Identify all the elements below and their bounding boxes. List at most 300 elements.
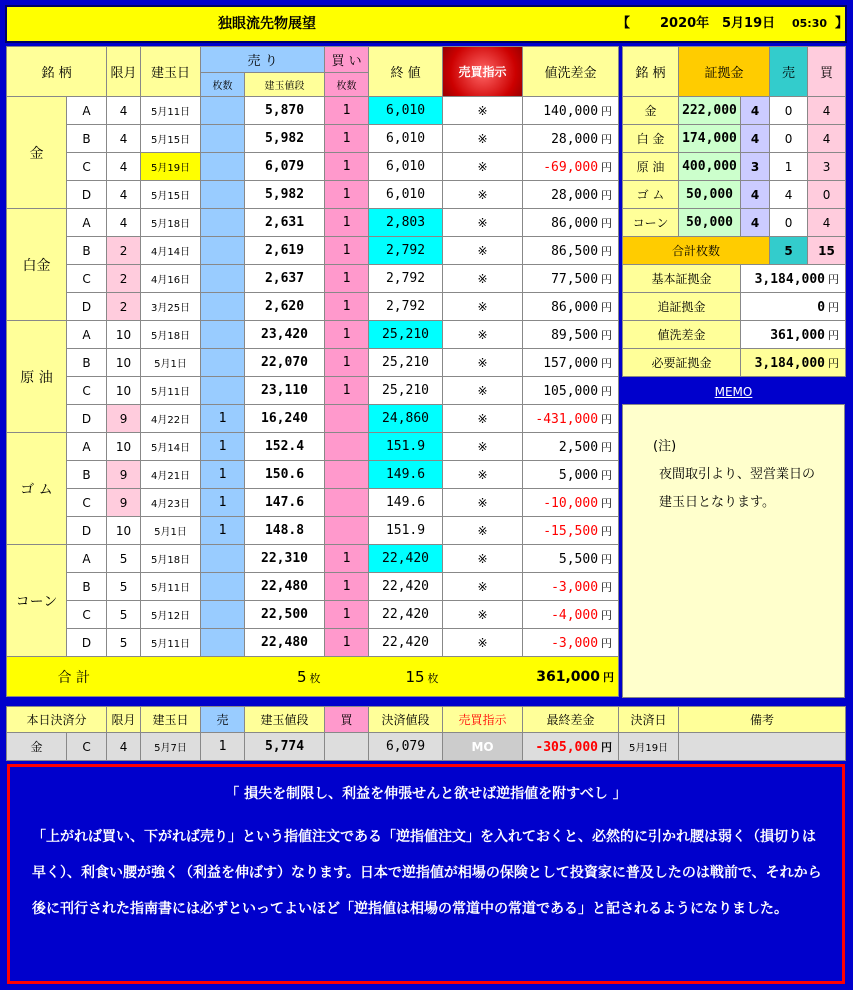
close-price: 2,792 xyxy=(369,265,443,293)
margin-name: 金 xyxy=(623,97,679,125)
diff-cell: 86,000 円 xyxy=(523,293,619,321)
diff-cell: 2,500 円 xyxy=(523,433,619,461)
buy-qty: 1 xyxy=(325,629,369,657)
side-col-margin: 証拠金 xyxy=(679,47,770,97)
contract-code: D xyxy=(67,181,107,209)
position-row xyxy=(7,405,619,433)
position-row xyxy=(7,573,619,601)
settle-col-date: 建玉日 xyxy=(141,707,201,733)
margin-value: 50,000 xyxy=(679,181,741,209)
bracket-close: 】 xyxy=(835,16,849,31)
sell-qty: 1 xyxy=(201,517,245,545)
diff-cell: -69,000 円 xyxy=(523,153,619,181)
signal-cell: ※ xyxy=(443,265,523,293)
diff-cell: -15,500 円 xyxy=(523,517,619,545)
contract-limit: 5 xyxy=(107,573,141,601)
contract-limit: 2 xyxy=(107,293,141,321)
diff-cell: -4,000 円 xyxy=(523,601,619,629)
sell-qty: 1 xyxy=(201,461,245,489)
close-price: 149.6 xyxy=(369,489,443,517)
margin-buy: 4 xyxy=(808,125,846,153)
count-label: 合計枚数 xyxy=(623,237,770,265)
settle-date: 5月7日 xyxy=(141,733,201,761)
summary-value: 3,184,000 円 xyxy=(741,349,846,377)
open-price: 22,480 xyxy=(245,573,325,601)
contract-code: A xyxy=(67,433,107,461)
sell-qty: 1 xyxy=(201,405,245,433)
header-date xyxy=(617,7,847,41)
margin-row xyxy=(623,209,846,237)
open-price: 2,637 xyxy=(245,265,325,293)
margin-sell: 0 xyxy=(770,125,808,153)
contract-code: C xyxy=(67,377,107,405)
sell-qty xyxy=(201,629,245,657)
settle-name: 金 xyxy=(7,733,67,761)
sell-qty xyxy=(201,153,245,181)
summary-value: 3,184,000 円 xyxy=(741,265,846,293)
signal-cell: ※ xyxy=(443,433,523,461)
open-price: 147.6 xyxy=(245,489,325,517)
summary-row xyxy=(623,293,846,321)
col-buy: 買 い xyxy=(325,47,369,73)
position-row xyxy=(7,97,619,125)
margin-value: 400,000 xyxy=(679,153,741,181)
buy-qty: 1 xyxy=(325,265,369,293)
close-price: 25,210 xyxy=(369,321,443,349)
buy-qty: 1 xyxy=(325,181,369,209)
margin-value: 222,000 xyxy=(679,97,741,125)
sell-qty xyxy=(201,209,245,237)
total-label: 合 計 xyxy=(7,657,141,697)
header-day: 5月19日 xyxy=(722,16,776,31)
margin-buy: 3 xyxy=(808,153,846,181)
settle-col-buy: 買 xyxy=(325,707,369,733)
position-row xyxy=(7,181,619,209)
sell-qty xyxy=(201,125,245,153)
open-price: 150.6 xyxy=(245,461,325,489)
diff-cell: -3,000 円 xyxy=(523,573,619,601)
contract-code: A xyxy=(67,545,107,573)
open-date: 5月11日 xyxy=(141,629,201,657)
group-name: 白金 xyxy=(7,209,67,321)
group-name: ゴ ム xyxy=(7,433,67,545)
open-price: 6,079 xyxy=(245,153,325,181)
buy-qty: 1 xyxy=(325,545,369,573)
sell-qty xyxy=(201,97,245,125)
contract-code: B xyxy=(67,573,107,601)
margin-row xyxy=(623,97,846,125)
sell-qty xyxy=(201,573,245,601)
close-price: 22,420 xyxy=(369,601,443,629)
open-price: 5,870 xyxy=(245,97,325,125)
close-price: 2,792 xyxy=(369,237,443,265)
settle-row xyxy=(7,733,846,761)
margin-row xyxy=(623,125,846,153)
buy-qty: 1 xyxy=(325,377,369,405)
contract-code: C xyxy=(67,489,107,517)
open-date: 3月25日 xyxy=(141,293,201,321)
diff-cell: 86,500 円 xyxy=(523,237,619,265)
signal-cell: ※ xyxy=(443,461,523,489)
open-price: 22,480 xyxy=(245,629,325,657)
buy-qty xyxy=(325,517,369,545)
contract-limit: 9 xyxy=(107,461,141,489)
contract-limit: 5 xyxy=(107,629,141,657)
open-date: 5月12日 xyxy=(141,601,201,629)
col-sell-qty: 枚数 xyxy=(201,73,245,97)
col-date: 建玉日 xyxy=(141,47,201,97)
close-price: 151.9 xyxy=(369,517,443,545)
open-date: 5月11日 xyxy=(141,97,201,125)
open-date: 5月15日 xyxy=(141,125,201,153)
signal-cell: ※ xyxy=(443,517,523,545)
signal-cell: ※ xyxy=(443,573,523,601)
position-row xyxy=(7,377,619,405)
close-price: 149.6 xyxy=(369,461,443,489)
contract-limit: 4 xyxy=(107,125,141,153)
sell-qty: 1 xyxy=(201,489,245,517)
signal-cell: ※ xyxy=(443,321,523,349)
proverb-body: 「上がれば買い、下がれば売り」という指値注文である「逆指値注文」を入れておくと、必然的に引かれ腰は弱く（損切りは早く）、利食い腰が強く（利益を伸ばす）なります。日本で逆指値が相場の保険として投資家に普及したのは戦前で、それから後に刊行された指南書には必ずといってよいほど「逆指値は相場の常道中の常道である」と記されるようになりました。 xyxy=(32,829,822,917)
group-name: コーン xyxy=(7,545,67,657)
contract-code: B xyxy=(67,125,107,153)
settle-code: C xyxy=(67,733,107,761)
count-sell: 5 xyxy=(770,237,808,265)
diff-cell: -431,000 円 xyxy=(523,405,619,433)
col-buy-qty: 枚数 xyxy=(325,73,369,97)
settle-col-signal: 売買指示 xyxy=(443,707,523,733)
page-title: 独眼流先物展望 xyxy=(218,16,316,32)
signal-cell: ※ xyxy=(443,349,523,377)
summary-label: 追証拠金 xyxy=(623,293,741,321)
signal-cell: ※ xyxy=(443,377,523,405)
close-price: 22,420 xyxy=(369,629,443,657)
settle-signal: MO xyxy=(443,733,523,761)
margin-name: 白 金 xyxy=(623,125,679,153)
margin-count: 4 xyxy=(741,209,770,237)
open-price: 23,420 xyxy=(245,321,325,349)
position-row xyxy=(7,433,619,461)
col-close: 終 値 xyxy=(369,47,443,97)
open-date: 4月22日 xyxy=(141,405,201,433)
margin-name: ゴ ム xyxy=(623,181,679,209)
margin-buy: 4 xyxy=(808,209,846,237)
open-price: 5,982 xyxy=(245,125,325,153)
diff-cell: 86,000 円 xyxy=(523,209,619,237)
summary-label: 必要証拠金 xyxy=(623,349,741,377)
contract-limit: 4 xyxy=(107,209,141,237)
margin-count: 4 xyxy=(741,97,770,125)
contract-code: D xyxy=(67,405,107,433)
open-date: 4月21日 xyxy=(141,461,201,489)
settle-settle-price: 6,079 xyxy=(369,733,443,761)
signal-cell: ※ xyxy=(443,125,523,153)
open-date: 5月11日 xyxy=(141,573,201,601)
open-price: 5,982 xyxy=(245,181,325,209)
open-price: 23,110 xyxy=(245,377,325,405)
diff-cell: 5,500 円 xyxy=(523,545,619,573)
margin-name: 原 油 xyxy=(623,153,679,181)
col-price: 建玉値段 xyxy=(245,73,325,97)
open-price: 2,619 xyxy=(245,237,325,265)
close-price: 25,210 xyxy=(369,377,443,405)
settle-limit: 4 xyxy=(107,733,141,761)
open-price: 16,240 xyxy=(245,405,325,433)
total-row xyxy=(7,657,619,697)
diff-cell: 157,000 円 xyxy=(523,349,619,377)
buy-qty: 1 xyxy=(325,97,369,125)
open-date: 5月1日 xyxy=(141,349,201,377)
contract-code: A xyxy=(67,97,107,125)
sell-qty xyxy=(201,237,245,265)
diff-cell: 89,500 円 xyxy=(523,321,619,349)
contract-limit: 10 xyxy=(107,433,141,461)
contract-code: A xyxy=(67,209,107,237)
total-sell: 5 枚 xyxy=(141,657,325,697)
summary-row xyxy=(623,265,846,293)
group-name: 原 油 xyxy=(7,321,67,433)
open-date: 5月18日 xyxy=(141,209,201,237)
side-col-buy: 買 xyxy=(808,47,846,97)
close-price: 6,010 xyxy=(369,181,443,209)
open-date: 5月11日 xyxy=(141,377,201,405)
settle-col-price: 建玉値段 xyxy=(245,707,325,733)
contract-limit: 2 xyxy=(107,237,141,265)
buy-qty: 1 xyxy=(325,125,369,153)
buy-qty: 1 xyxy=(325,237,369,265)
signal-cell: ※ xyxy=(443,405,523,433)
contract-limit: 4 xyxy=(107,153,141,181)
sell-qty xyxy=(201,265,245,293)
contract-code: D xyxy=(67,293,107,321)
buy-qty: 1 xyxy=(325,321,369,349)
buy-qty xyxy=(325,433,369,461)
diff-cell: -10,000 円 xyxy=(523,489,619,517)
header-time: 05:30 xyxy=(792,17,828,30)
margin-row xyxy=(623,153,846,181)
diff-cell: 105,000 円 xyxy=(523,377,619,405)
position-row xyxy=(7,237,619,265)
col-limit: 限月 xyxy=(107,47,141,97)
margin-buy: 4 xyxy=(808,97,846,125)
col-name: 銘 柄 xyxy=(7,47,107,97)
position-row xyxy=(7,321,619,349)
contract-limit: 10 xyxy=(107,377,141,405)
settle-col-name: 本日決済分 xyxy=(7,707,107,733)
diff-cell: 28,000 円 xyxy=(523,125,619,153)
open-price: 148.8 xyxy=(245,517,325,545)
close-price: 151.9 xyxy=(369,433,443,461)
settle-col-final: 最終差金 xyxy=(523,707,619,733)
margin-sell: 0 xyxy=(770,209,808,237)
signal-cell: ※ xyxy=(443,209,523,237)
settle-final: -305,000 円 xyxy=(523,733,619,761)
position-row xyxy=(7,629,619,657)
open-date: 4月16日 xyxy=(141,265,201,293)
sell-qty xyxy=(201,377,245,405)
position-row xyxy=(7,209,619,237)
header-year: 2020年 xyxy=(660,16,710,31)
side-col-sell: 売 xyxy=(770,47,808,97)
margin-count: 4 xyxy=(741,125,770,153)
diff-cell: 28,000 円 xyxy=(523,181,619,209)
contract-code: B xyxy=(67,461,107,489)
sell-qty xyxy=(201,293,245,321)
settle-date2: 5月19日 xyxy=(619,733,679,761)
position-row xyxy=(7,153,619,181)
memo-link[interactable]: MEMO xyxy=(622,382,845,402)
position-row xyxy=(7,545,619,573)
col-sell: 売 り xyxy=(201,47,325,73)
side-col-name: 銘 柄 xyxy=(623,47,679,97)
buy-qty xyxy=(325,489,369,517)
sell-qty xyxy=(201,545,245,573)
signal-cell: ※ xyxy=(443,237,523,265)
close-price: 2,803 xyxy=(369,209,443,237)
diff-cell: 77,500 円 xyxy=(523,265,619,293)
memo-line-1: (注) xyxy=(653,439,677,454)
margin-value: 50,000 xyxy=(679,209,741,237)
contract-limit: 4 xyxy=(107,97,141,125)
contract-code: D xyxy=(67,517,107,545)
buy-qty: 1 xyxy=(325,153,369,181)
total-diff: 361,000 円 xyxy=(443,657,619,697)
close-price: 22,420 xyxy=(369,545,443,573)
open-date: 4月23日 xyxy=(141,489,201,517)
open-date: 5月1日 xyxy=(141,517,201,545)
contract-limit: 10 xyxy=(107,321,141,349)
group-name: 金 xyxy=(7,97,67,209)
sell-qty xyxy=(201,601,245,629)
open-price: 2,631 xyxy=(245,209,325,237)
col-diff: 値洗差金 xyxy=(523,47,619,97)
signal-cell: ※ xyxy=(443,489,523,517)
summary-label: 基本証拠金 xyxy=(623,265,741,293)
summary-value: 0 円 xyxy=(741,293,846,321)
signal-cell: ※ xyxy=(443,629,523,657)
margin-row xyxy=(623,181,846,209)
diff-cell: -3,000 円 xyxy=(523,629,619,657)
close-price: 25,210 xyxy=(369,349,443,377)
header-bar xyxy=(5,5,847,43)
settle-price: 5,774 xyxy=(245,733,325,761)
position-row xyxy=(7,517,619,545)
margin-name: コーン xyxy=(623,209,679,237)
settle-buy xyxy=(325,733,369,761)
contract-limit: 9 xyxy=(107,489,141,517)
close-price: 2,792 xyxy=(369,293,443,321)
signal-cell: ※ xyxy=(443,545,523,573)
signal-cell: ※ xyxy=(443,153,523,181)
contract-limit: 5 xyxy=(107,601,141,629)
buy-qty: 1 xyxy=(325,573,369,601)
open-date: 4月14日 xyxy=(141,237,201,265)
settle-col-sell: 売 xyxy=(201,707,245,733)
proverb-box xyxy=(7,764,845,984)
buy-qty: 1 xyxy=(325,293,369,321)
open-date: 5月18日 xyxy=(141,321,201,349)
diff-cell: 5,000 円 xyxy=(523,461,619,489)
memo-line-2: 夜間取引より、翌営業日の xyxy=(659,467,816,482)
sell-qty xyxy=(201,181,245,209)
positions-table xyxy=(6,46,619,697)
settle-note xyxy=(679,733,846,761)
memo-line-3: 建玉日となります。 xyxy=(659,495,775,510)
open-price: 2,620 xyxy=(245,293,325,321)
margin-count: 4 xyxy=(741,181,770,209)
close-price: 6,010 xyxy=(369,97,443,125)
summary-row xyxy=(623,349,846,377)
position-row xyxy=(7,461,619,489)
buy-qty: 1 xyxy=(325,601,369,629)
close-price: 6,010 xyxy=(369,125,443,153)
contract-limit: 2 xyxy=(107,265,141,293)
contract-limit: 4 xyxy=(107,181,141,209)
contract-limit: 10 xyxy=(107,517,141,545)
open-date: 5月15日 xyxy=(141,181,201,209)
sell-qty xyxy=(201,349,245,377)
margin-sell: 4 xyxy=(770,181,808,209)
contract-limit: 9 xyxy=(107,405,141,433)
contract-code: A xyxy=(67,321,107,349)
margin-value: 174,000 xyxy=(679,125,741,153)
position-row xyxy=(7,489,619,517)
margin-sell: 0 xyxy=(770,97,808,125)
position-row xyxy=(7,349,619,377)
diff-cell: 140,000 円 xyxy=(523,97,619,125)
margin-count: 3 xyxy=(741,153,770,181)
margin-table xyxy=(622,46,846,377)
buy-qty xyxy=(325,405,369,433)
open-price: 22,070 xyxy=(245,349,325,377)
margin-buy: 0 xyxy=(808,181,846,209)
close-price: 22,420 xyxy=(369,573,443,601)
bracket-open: 【 xyxy=(617,16,631,31)
open-price: 152.4 xyxy=(245,433,325,461)
count-buy: 15 xyxy=(808,237,846,265)
open-price: 22,500 xyxy=(245,601,325,629)
settlement-table xyxy=(6,706,846,761)
contract-code: C xyxy=(67,153,107,181)
position-row xyxy=(7,125,619,153)
summary-label: 値洗差金 xyxy=(623,321,741,349)
signal-cell: ※ xyxy=(443,601,523,629)
settle-sell: 1 xyxy=(201,733,245,761)
contract-code: D xyxy=(67,629,107,657)
summary-value: 361,000 円 xyxy=(741,321,846,349)
signal-cell: ※ xyxy=(443,97,523,125)
position-row xyxy=(7,265,619,293)
contract-code: C xyxy=(67,601,107,629)
open-date: 5月18日 xyxy=(141,545,201,573)
close-price: 6,010 xyxy=(369,153,443,181)
contract-code: B xyxy=(67,237,107,265)
sell-qty: 1 xyxy=(201,433,245,461)
proverb-quote: 「 損失を制限し、利益を伸張せんと欲せば逆指値を附すべし 」 xyxy=(225,786,627,802)
signal-cell: ※ xyxy=(443,293,523,321)
contract-limit: 5 xyxy=(107,545,141,573)
settle-col-note: 備考 xyxy=(679,707,846,733)
open-price: 22,310 xyxy=(245,545,325,573)
settle-col-settle-price: 決済値段 xyxy=(369,707,443,733)
contract-code: B xyxy=(67,349,107,377)
buy-qty: 1 xyxy=(325,209,369,237)
position-row xyxy=(7,601,619,629)
contract-code: C xyxy=(67,265,107,293)
total-buy: 15 枚 xyxy=(325,657,443,697)
buy-qty: 1 xyxy=(325,349,369,377)
settle-col-date2: 決済日 xyxy=(619,707,679,733)
